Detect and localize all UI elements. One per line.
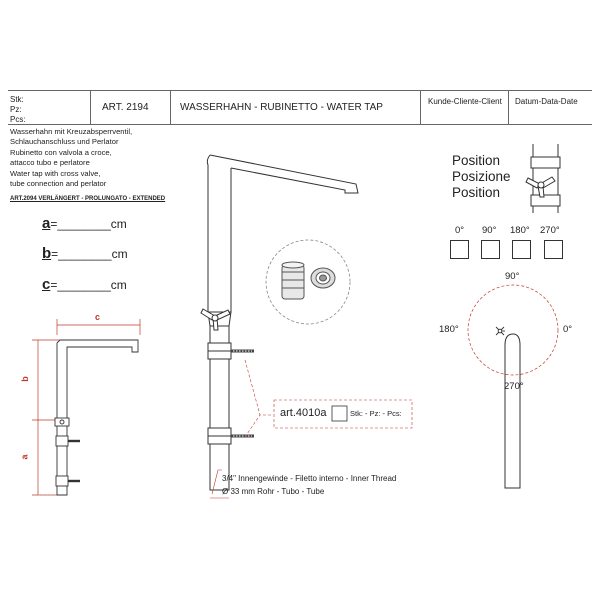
thread-note: 3/4" Innengewinde - Filetto interno - Inner Thread [222, 474, 397, 483]
leader-line [245, 360, 272, 415]
side-drawing [32, 319, 140, 495]
description-line: Schlauchanschluss und Perlator [10, 137, 119, 147]
side-label-b: b [19, 376, 30, 382]
rotation-handle [496, 327, 505, 335]
page-title: WASSERHAHN - RUBINETTO - WATER TAP [180, 102, 383, 113]
art-ref-number: art.4010a [280, 407, 327, 419]
dimension-blank: =________cm [51, 247, 128, 261]
position-detail [526, 144, 560, 213]
dimension-letter: a [42, 215, 51, 232]
rotation-circle [468, 285, 558, 375]
rotation-label-90: 90° [505, 271, 520, 282]
dimension-letter: b [42, 245, 52, 262]
angle-label-180: 180° [510, 225, 530, 236]
main-drawing [201, 155, 412, 498]
position-title-en: Position [452, 185, 501, 200]
description-line: tube connection and perlator [10, 179, 107, 189]
side-clamp [56, 436, 68, 446]
angle-checkbox-180[interactable] [512, 240, 531, 259]
rotation-label-180: 180° [439, 324, 459, 335]
date-label: Datum-Data-Date [515, 97, 578, 106]
pcs-label: Pcs: [10, 115, 26, 124]
tap-arm [210, 155, 358, 193]
angle-label-270: 270° [540, 225, 560, 236]
detail-circle [266, 240, 350, 324]
side-label-c: c [95, 312, 101, 322]
rotation-label-0: 0° [563, 324, 573, 335]
side-label-a: a [19, 454, 30, 460]
angle-checkbox-0[interactable] [450, 240, 469, 259]
stk-label: Stk: [10, 95, 24, 104]
side-clamp [56, 476, 68, 486]
dimension-blank: =________cm [50, 278, 127, 292]
description-line: attacco tubo e perlatore [10, 158, 90, 168]
angle-label-90: 90° [482, 225, 497, 236]
client-label: Kunde-Cliente-Client [428, 97, 502, 106]
tube-note: Ø 33 mm Rohr - Tubo - Tube [222, 487, 325, 496]
rotation-label-270: 270° [504, 381, 524, 392]
description-line: Rubinetto con valvola a croce, [10, 147, 112, 157]
position-title-it: Posizione [452, 169, 511, 184]
article-number: ART. 2194 [102, 102, 149, 113]
art-ref-checkbox [332, 406, 347, 421]
angle-checkbox-90[interactable] [481, 240, 500, 259]
pz-label: Pz: [10, 105, 22, 114]
art-ref-quantity: Stk: - Pz: - Pcs: [350, 409, 402, 418]
perlator-detail [282, 262, 335, 299]
dimension-blank: =________cm [50, 217, 127, 231]
position-title [452, 153, 511, 201]
description-line: Water tap with cross valve, [10, 168, 101, 178]
rotation-tube [505, 334, 520, 488]
angle-checkbox-270[interactable] [544, 240, 563, 259]
position-title-de: Position [452, 153, 501, 168]
dimension-letter: c [42, 276, 51, 293]
tap-tube-upper [207, 155, 231, 312]
description-line: Wasserhahn mit Kreuzabsperrventil, [10, 127, 133, 136]
angle-label-0: 0° [455, 225, 465, 236]
extended-note: ART.2094 VERLÄNGERT - PROLUNGATO - EXTENDED [10, 196, 166, 202]
side-tap-outline [57, 340, 138, 495]
side-valve [55, 418, 69, 426]
